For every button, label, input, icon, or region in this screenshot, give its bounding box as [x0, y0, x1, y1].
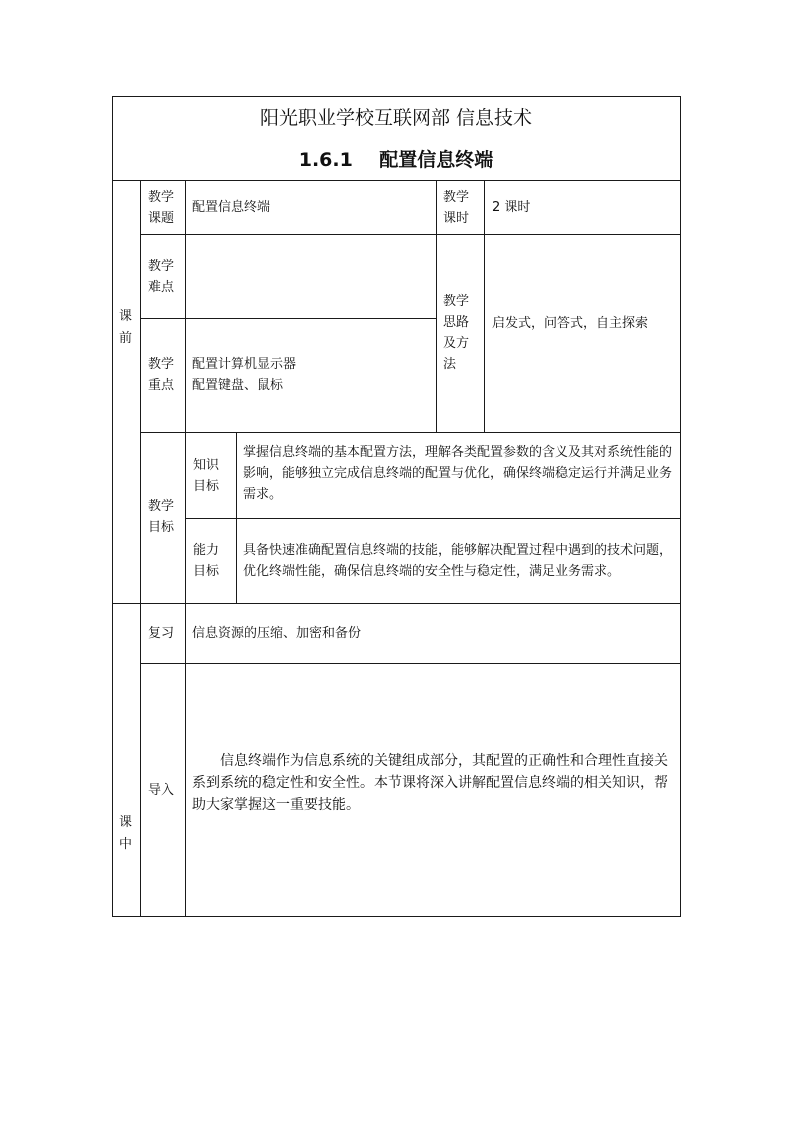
column-divider [185, 180, 186, 318]
lesson-title: 1.6.1 配置信息终端 [298, 149, 494, 171]
hours-value: 2 课时 [492, 200, 531, 215]
ability-goal-label: 能力 目标 [193, 543, 220, 579]
method-value: 启发式，问答式，自主探索 [492, 316, 649, 331]
row-divider [140, 663, 681, 664]
method-label: 教学 思路 及方 法 [443, 294, 470, 372]
school-department-title: 阳光职业学校互联网部 信息技术 [259, 107, 533, 129]
table-border-left [112, 96, 113, 917]
difficulty-label: 教学 难点 [148, 259, 175, 295]
column-divider [140, 180, 141, 917]
header-divider [112, 180, 681, 181]
table-border-bottom [112, 916, 681, 917]
table-border-top [112, 96, 681, 97]
knowledge-goal-label: 知识 目标 [193, 458, 220, 494]
topic-label: 教学 课题 [148, 190, 175, 226]
review-value: 信息资源的压缩、加密和备份 [192, 626, 362, 641]
goals-label: 教学 目标 [148, 499, 175, 535]
intro-label: 导入 [148, 783, 175, 798]
knowledge-goal-value: 掌握信息终端的基本配置方法，理解各类配置参数的含义及其对系统性能的影响，能够独立完成信息终端的配置与优化，确保终端稳定运行并满足业务需求。 [243, 445, 673, 502]
intro-value: 信息终端作为信息系统的关键组成部分，其配置的正确性和合理性直接关系到系统的稳定性和安全性。本节课将深入讲解配置信息终端的相关知识，帮助大家掌握这一重要技能。 [192, 753, 668, 813]
review-label: 复习 [148, 626, 175, 641]
row-divider [185, 518, 681, 519]
section-divider [112, 603, 681, 604]
section-label-in-class: 课 中 [119, 815, 133, 852]
topic-value: 配置信息终端 [192, 200, 271, 215]
row-divider [140, 432, 681, 433]
hours-label: 教学 课时 [443, 190, 470, 226]
column-divider [436, 180, 437, 432]
key-points-value: 配置计算机显示器 配置键盘、鼠标 [192, 357, 297, 393]
ability-goal-value: 具备快速准确配置信息终端的技能，能够解决配置过程中遇到的技术问题，优化终端性能，确保信息终端的安全性与稳定性，满足业务需求。 [243, 543, 673, 579]
column-divider [236, 432, 237, 603]
section-label-pre-class: 课 前 [119, 309, 133, 346]
table-border-right [680, 96, 681, 917]
column-divider [185, 318, 186, 432]
column-divider [484, 180, 485, 432]
row-divider [140, 234, 681, 235]
column-divider [185, 603, 186, 917]
key-points-label: 教学 重点 [148, 357, 175, 393]
column-divider [185, 432, 186, 603]
